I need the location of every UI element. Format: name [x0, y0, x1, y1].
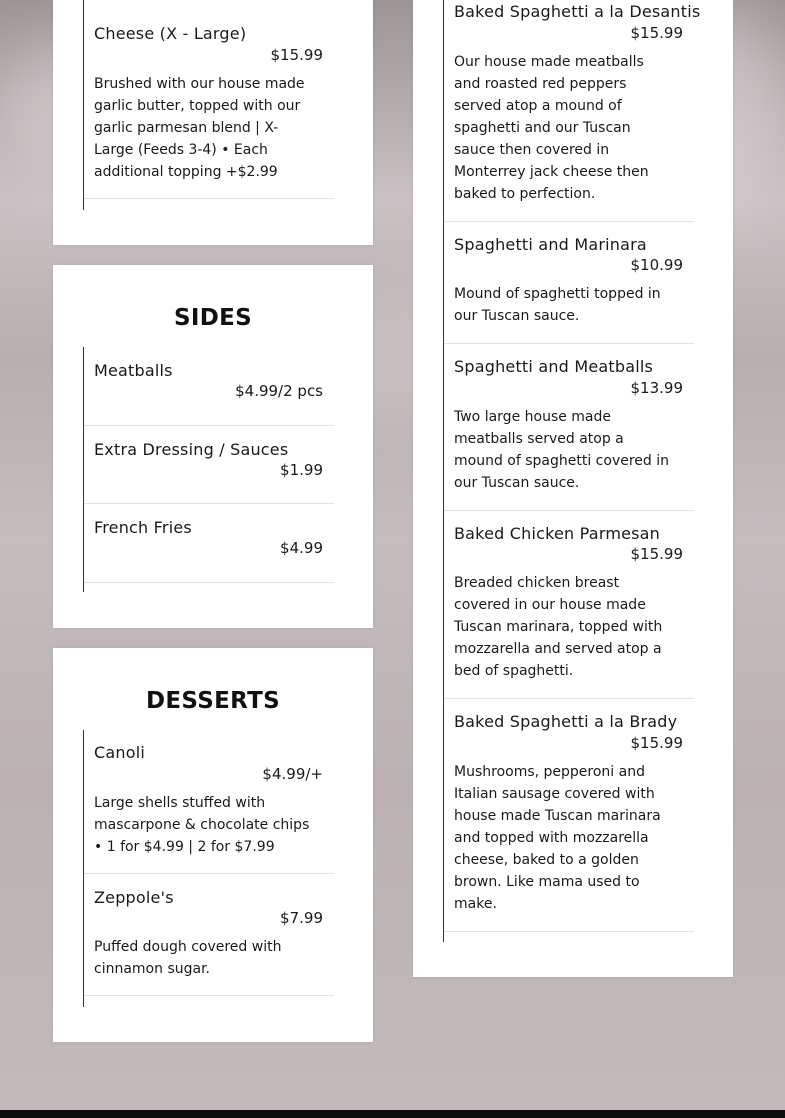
menu-item	[84, 426, 334, 504]
menu-item	[84, 0, 334, 199]
item-name: Baked Chicken Parmesan	[454, 524, 661, 543]
item-price: $4.99/+	[262, 765, 323, 783]
pizza-item-list	[83, 0, 334, 210]
menu-item	[84, 730, 334, 874]
item-price: $4.99/2 pcs	[235, 382, 323, 400]
pasta-item-list	[443, 0, 701, 942]
section-title: DESSERTS	[146, 688, 280, 714]
desserts-item-list	[83, 730, 334, 1007]
item-price: $1.99	[280, 461, 323, 479]
item-name: French Fries	[94, 518, 192, 537]
menu-item	[84, 874, 334, 996]
sides-menu-card	[53, 265, 373, 628]
menu-item	[444, 511, 694, 699]
desserts-menu-card	[53, 648, 373, 1042]
item-description: Mound of spaghetti topped in our Tuscan sauce.	[454, 286, 661, 324]
section-title: SIDES	[174, 305, 252, 331]
item-price: $15.99	[270, 46, 323, 64]
item-description: Mushrooms, pepperoni and Italian sausage covered with house made Tuscan marinara and topped with mozzarella cheese, baked to a golden brown. Like mama used to make.	[454, 764, 661, 912]
item-name: Extra Dressing / Sauces	[94, 440, 289, 459]
item-price: $7.99	[280, 909, 323, 927]
item-price: $15.99	[630, 734, 683, 752]
item-name: Zeppole's	[94, 888, 174, 907]
item-price: $10.99	[630, 256, 683, 274]
pizza-menu-card	[53, 0, 373, 245]
item-description: Puffed dough covered with cinnamon sugar.	[94, 939, 282, 977]
item-description: Breaded chicken breast covered in our house made Tuscan marinara, topped with mozzarella and served atop a bed of spaghetti.	[454, 575, 663, 679]
item-price: $15.99	[630, 545, 683, 563]
item-description: Large shells stuffed with mascarpone & chocolate chips • 1 for $4.99 | 2 for $7.99	[94, 795, 310, 855]
footer-bar	[0, 1110, 785, 1118]
pasta-menu-card	[413, 0, 733, 977]
menu-item	[444, 0, 701, 222]
item-name: Baked Spaghetti a la Brady	[454, 712, 678, 731]
item-name: Spaghetti and Marinara	[454, 235, 647, 254]
item-name: Canoli	[94, 743, 145, 762]
menu-item	[444, 344, 694, 511]
item-name: Meatballs	[94, 361, 173, 380]
menu-item	[84, 347, 334, 426]
item-description: Our house made meatballs and roasted red peppers served atop a mound of spaghetti and our Tuscan sauce then covered in Monterrey jack cheese then baked to perfection.	[454, 54, 649, 202]
item-price: $13.99	[630, 379, 683, 397]
sides-item-list	[83, 347, 334, 592]
item-description: Two large house made meatballs served atop a mound of spaghetti covered in our Tuscan sauce.	[454, 409, 670, 491]
menu-item	[444, 222, 694, 344]
item-name: Baked Spaghetti a la Desantis	[454, 2, 701, 21]
menu-item	[84, 504, 334, 583]
menu-item	[444, 699, 694, 932]
item-price: $4.99	[280, 539, 323, 557]
item-name: Cheese (X - Large)	[94, 24, 247, 43]
item-price: $15.99	[630, 24, 683, 42]
item-name: Spaghetti and Meatballs	[454, 357, 654, 376]
item-description: Brushed with our house made garlic butter, topped with our garlic parmesan blend | X-Large (Feeds 3-4) • Each additional topping +$2.99	[94, 76, 305, 180]
